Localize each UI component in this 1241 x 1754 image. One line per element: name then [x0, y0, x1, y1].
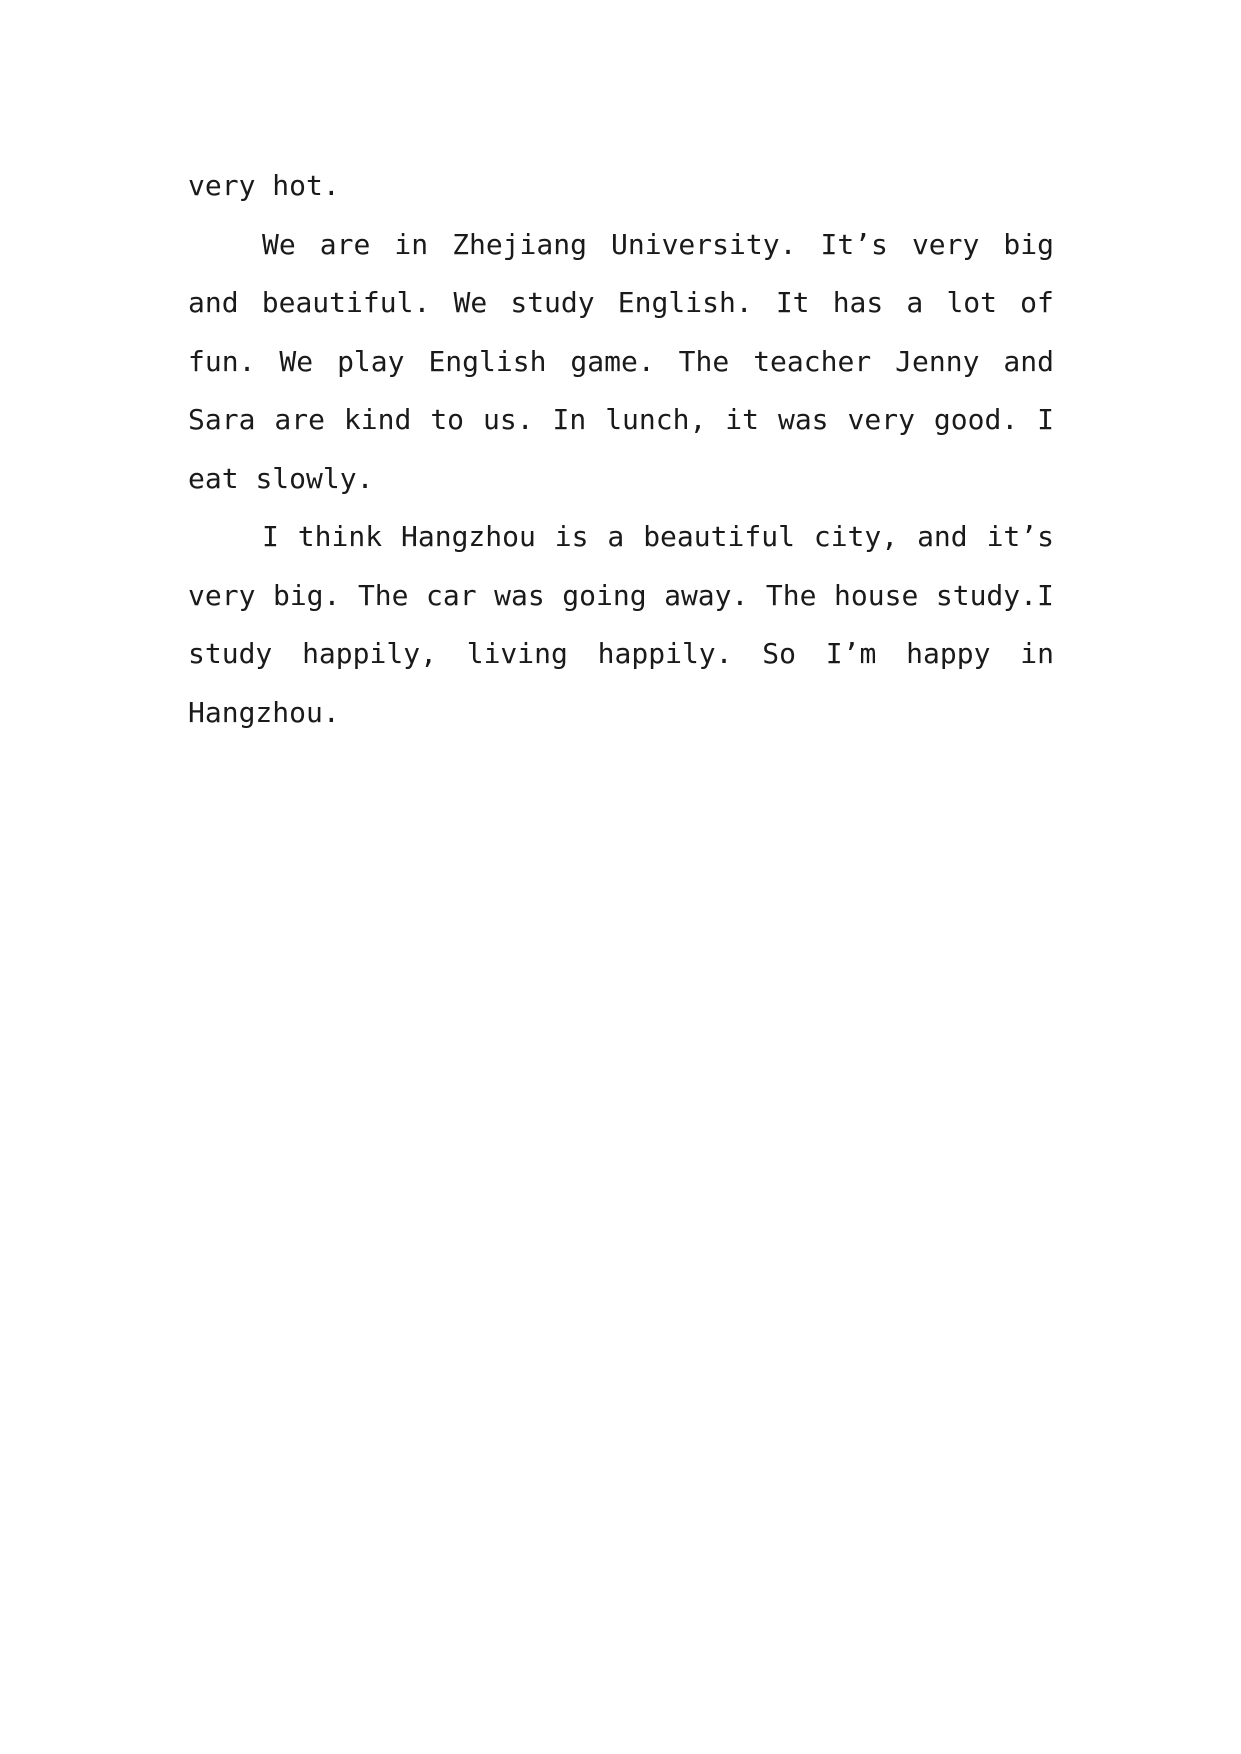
word: good. — [933, 403, 1019, 436]
word: beautiful. — [261, 286, 431, 319]
word: lot — [946, 286, 998, 319]
word: happily. — [597, 637, 733, 670]
word: very — [188, 578, 256, 612]
word: was — [777, 403, 829, 436]
word: study — [188, 637, 273, 670]
word: It — [775, 286, 810, 319]
word: very — [847, 403, 915, 436]
paragraph-end-line — [188, 691, 1054, 750]
word: The — [765, 578, 817, 612]
word: a — [906, 286, 924, 319]
word: happy — [906, 637, 991, 670]
word: game. — [570, 344, 655, 378]
word: I’m — [825, 637, 877, 670]
word: is — [554, 520, 589, 553]
text-line — [188, 632, 1054, 691]
word: Zhejiang — [452, 227, 587, 261]
text-line — [188, 398, 1054, 457]
word: was — [494, 578, 545, 612]
word: English — [428, 344, 547, 378]
word: fun. — [188, 344, 256, 378]
word: big — [1003, 227, 1054, 261]
word: in — [394, 227, 429, 261]
word: in — [1020, 637, 1054, 670]
word: happily, — [302, 637, 437, 670]
word: to — [430, 403, 465, 436]
word: going — [562, 578, 647, 612]
word: study — [510, 286, 595, 319]
word: We — [262, 227, 296, 261]
document-body — [188, 164, 1054, 749]
word: I — [262, 520, 279, 553]
word: house — [834, 578, 919, 612]
word: has — [832, 286, 884, 319]
word: lunch, — [605, 403, 707, 436]
word: big. — [272, 578, 341, 612]
word: it — [725, 403, 760, 436]
word: The — [357, 578, 409, 612]
word: I — [1037, 403, 1054, 436]
text-line — [188, 574, 1054, 633]
word: and — [1003, 344, 1054, 378]
text-line — [188, 281, 1054, 340]
word: slowly. — [255, 461, 374, 495]
word: and — [917, 520, 968, 553]
word: living — [466, 637, 568, 670]
word: city, — [813, 520, 899, 553]
word: beautiful — [643, 520, 795, 553]
word: very — [188, 169, 256, 202]
word: Sara — [188, 403, 256, 436]
word: car — [426, 578, 477, 612]
text-line — [188, 340, 1054, 399]
word: and — [188, 286, 239, 319]
word: study.I — [935, 578, 1054, 612]
word: So — [762, 637, 797, 670]
text-line — [188, 164, 1054, 223]
word: eat — [188, 461, 239, 495]
word: Hangzhou. — [188, 695, 340, 729]
paragraph-start-line — [188, 515, 1054, 574]
word: are — [274, 403, 325, 436]
word: a — [607, 520, 625, 553]
word: very — [911, 227, 980, 261]
word: It’s — [820, 227, 888, 261]
word: The — [678, 344, 730, 378]
word: think — [297, 520, 383, 553]
word: away. — [664, 578, 749, 612]
paragraph-end-line — [188, 457, 1054, 516]
word: Hangzhou — [401, 520, 536, 553]
word: play — [337, 344, 405, 378]
word: We — [279, 344, 314, 378]
word: teacher — [753, 344, 872, 378]
word: University. — [611, 227, 797, 261]
paragraph-start-line — [188, 223, 1054, 282]
word: are — [319, 227, 371, 261]
word: We — [453, 286, 488, 319]
word: English. — [617, 286, 753, 319]
word: hot. — [272, 169, 340, 202]
word: us. — [482, 403, 534, 436]
word: of — [1020, 286, 1054, 319]
word: In — [552, 403, 587, 436]
word: Jenny — [895, 344, 980, 378]
word: kind — [343, 403, 412, 436]
word: it’s — [986, 520, 1054, 553]
